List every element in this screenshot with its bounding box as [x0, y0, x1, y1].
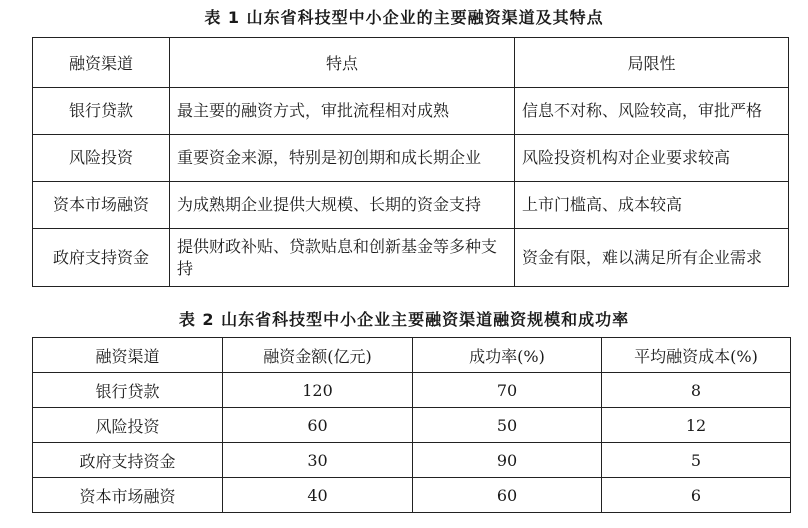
financing-channels-table	[32, 37, 789, 287]
channel-cell: 政府支持资金	[33, 443, 223, 478]
avg-cost-cell: 12	[602, 408, 791, 443]
limitations-cell: 风险投资机构对企业要求较高	[515, 135, 789, 182]
channel-cell: 资本市场融资	[33, 182, 170, 229]
amount-cell: 120	[223, 373, 413, 408]
channel-cell: 资本市场融资	[33, 478, 223, 513]
header-success-rate: 成功率(%)	[413, 338, 602, 373]
avg-cost-cell: 8	[602, 373, 791, 408]
table-header-row	[33, 338, 791, 373]
header-avg-cost: 平均融资成本(%)	[602, 338, 791, 373]
limitations-cell: 上市门槛高、成本较高	[515, 182, 789, 229]
features-cell: 重要资金来源，特别是初创期和成长期企业	[170, 135, 515, 182]
table-row	[33, 373, 791, 408]
avg-cost-cell: 5	[602, 443, 791, 478]
channel-cell: 银行贷款	[33, 373, 223, 408]
amount-cell: 40	[223, 478, 413, 513]
table2-caption: 表 2 山东省科技型中小企业主要融资渠道融资规模和成功率	[178, 310, 630, 329]
table-row	[33, 229, 789, 287]
table-row	[33, 408, 791, 443]
success-rate-cell: 70	[413, 373, 602, 408]
header-limitations: 局限性	[515, 38, 789, 88]
table-row	[33, 443, 791, 478]
amount-cell: 30	[223, 443, 413, 478]
channel-cell: 政府支持资金	[33, 229, 170, 287]
amount-cell: 60	[223, 408, 413, 443]
channel-cell: 风险投资	[33, 408, 223, 443]
success-rate-cell: 90	[413, 443, 602, 478]
header-channel: 融资渠道	[33, 38, 170, 88]
header-features: 特点	[170, 38, 515, 88]
success-rate-cell: 50	[413, 408, 602, 443]
channel-cell: 风险投资	[33, 135, 170, 182]
channel-cell: 银行贷款	[33, 88, 170, 135]
table-row	[33, 135, 789, 182]
table-row	[33, 182, 789, 229]
avg-cost-cell: 6	[602, 478, 791, 513]
financing-scale-table	[32, 337, 791, 513]
limitations-cell: 资金有限，难以满足所有企业需求	[515, 229, 789, 287]
features-cell: 为成熟期企业提供大规模、长期的资金支持	[170, 182, 515, 229]
table1-caption: 表 1 山东省科技型中小企业的主要融资渠道及其特点	[204, 8, 604, 27]
features-cell: 最主要的融资方式，审批流程相对成熟	[170, 88, 515, 135]
features-cell: 提供财政补贴、贷款贴息和创新基金等多种支持	[170, 229, 515, 287]
table-row	[33, 478, 791, 513]
table-row	[33, 88, 789, 135]
limitations-cell: 信息不对称、风险较高，审批严格	[515, 88, 789, 135]
header-amount: 融资金额(亿元)	[223, 338, 413, 373]
header-channel: 融资渠道	[33, 338, 223, 373]
success-rate-cell: 60	[413, 478, 602, 513]
table-header-row	[33, 38, 789, 88]
